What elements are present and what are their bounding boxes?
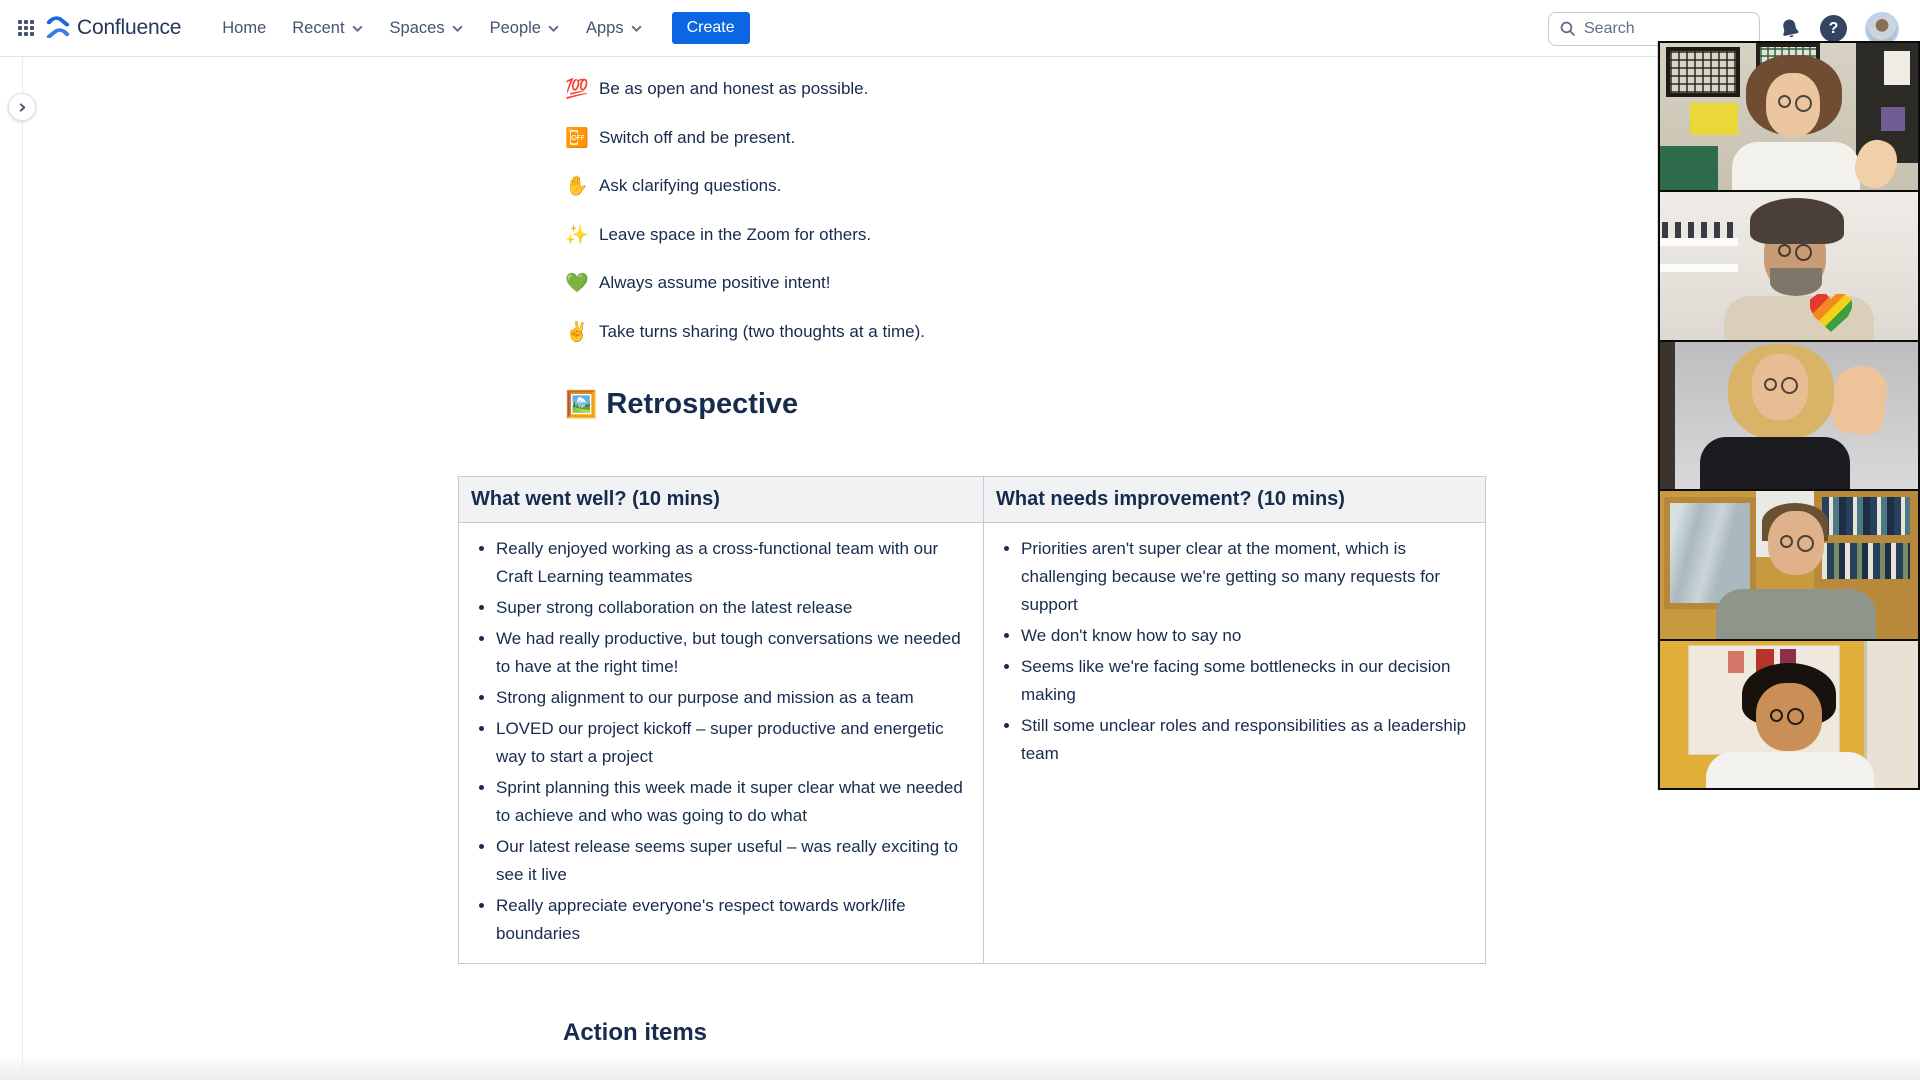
nav-item-home[interactable] <box>209 11 279 46</box>
went-well-item: • Our latest release seems super useful – was really exciting to see it live <box>496 833 971 889</box>
participant-video-1[interactable] <box>1660 43 1918 190</box>
went-well-item: • Strong alignment to our purpose and mission as a team <box>496 684 971 712</box>
nav-item-spaces[interactable] <box>377 11 477 46</box>
nav-item-recent-label: Recent <box>292 18 345 37</box>
confluence-logo-icon <box>46 14 70 43</box>
went-well-item: • Really appreciate everyone's respect towards work/life boundaries <box>496 892 971 948</box>
ground-rule-emoji: 💯 <box>565 79 589 100</box>
went-well-list <box>496 535 971 948</box>
chevron-right-icon <box>17 102 28 113</box>
needs-improvement-item: • Priorities aren't super clear at the moment, which is challenging because we're getting so many requests for support <box>1021 535 1473 619</box>
ground-rule-item <box>565 77 925 101</box>
ground-rule-emoji: ✋ <box>565 176 589 197</box>
ground-rule-item <box>565 223 925 247</box>
chevron-down-icon <box>630 22 643 35</box>
chevron-down-icon <box>351 22 364 35</box>
went-well-item: • LOVED our project kickoff – super productive and energetic way to start a project <box>496 715 971 771</box>
participant-video-2[interactable] <box>1660 190 1918 339</box>
nav-item-people-label: People <box>489 18 541 37</box>
went-well-item: • We had really productive, but tough conversations we needed to have at the right time! <box>496 625 971 681</box>
ground-rule-text: Be as open and honest as possible. <box>599 79 869 98</box>
ground-rule-emoji: 📴 <box>565 127 589 149</box>
brand-name: Confluence <box>77 16 182 39</box>
table-row <box>459 523 1486 964</box>
ground-rule-text: Switch off and be present. <box>599 127 796 147</box>
framed-picture-emoji: 🖼️ <box>565 389 598 419</box>
nav-item-recent[interactable] <box>279 11 376 46</box>
went-well-item: • Sprint planning this week made it super clear what we needed to achieve and who was going to do what <box>496 774 971 830</box>
participant-video-5[interactable] <box>1660 639 1918 788</box>
cell-needs-improvement <box>984 523 1486 964</box>
went-well-item: • Really enjoyed working as a cross-functional team with our Craft Learning teammates <box>496 535 971 591</box>
participant-video-4[interactable] <box>1660 489 1918 638</box>
needs-improvement-item: • We don't know how to say no <box>1021 622 1473 650</box>
nav-item-apps[interactable] <box>573 11 656 46</box>
needs-improvement-item: • Seems like we're facing some bottlenecks in our decision making <box>1021 653 1473 709</box>
retrospective-heading <box>565 388 798 421</box>
help-glyph: ? <box>1828 19 1839 37</box>
nav-item-home-label: Home <box>222 18 267 37</box>
retrospective-table <box>458 476 1486 964</box>
ground-rule-text: Always assume positive intent! <box>599 273 831 292</box>
ground-rule-emoji: ✨ <box>565 224 589 246</box>
chevron-down-icon <box>547 22 560 35</box>
nav-item-spaces-label: Spaces <box>389 18 445 37</box>
app-switcher-icon[interactable] <box>18 20 34 36</box>
notifications-bell-icon[interactable] <box>1776 14 1804 42</box>
chevron-down-icon <box>451 22 464 35</box>
action-items-heading: Action items <box>563 1019 708 1046</box>
help-icon[interactable] <box>1820 15 1847 42</box>
ground-rule-item <box>565 174 925 198</box>
participant-video-3[interactable] <box>1660 340 1918 489</box>
search-input[interactable] <box>1584 20 1734 38</box>
column-header-went-well: What went well? (10 mins) <box>459 477 984 523</box>
nav-item-apps-label: Apps <box>585 18 624 37</box>
needs-improvement-list <box>1021 535 1473 768</box>
ground-rule-item <box>565 320 925 344</box>
search-icon <box>1559 20 1576 37</box>
page-bottom-fade <box>0 1054 1920 1080</box>
ground-rule-item <box>565 271 925 295</box>
ground-rule-emoji: ✌️ <box>565 321 589 343</box>
confluence-logo[interactable] <box>46 14 181 43</box>
went-well-item: • Super strong collaboration on the latest release <box>496 594 971 622</box>
ground-rule-text: Take turns sharing (two thoughts at a time). <box>599 321 925 341</box>
ground-rule-text: Ask clarifying questions. <box>599 176 782 195</box>
needs-improvement-item: • Still some unclear roles and responsibilities as a leadership team <box>1021 712 1473 768</box>
create-button[interactable]: Create <box>672 12 750 44</box>
video-call-strip <box>1658 41 1920 790</box>
column-header-needs-improvement: What needs improvement? (10 mins) <box>984 477 1486 523</box>
ground-rules-list <box>565 77 925 368</box>
ground-rule-item <box>565 126 925 150</box>
cell-went-well <box>459 523 984 964</box>
nav-item-people[interactable] <box>477 11 573 46</box>
sidebar-expand-button[interactable] <box>8 93 36 121</box>
ground-rule-text: Leave space in the Zoom for others. <box>599 224 872 244</box>
nav-left-group <box>14 11 750 46</box>
sidebar-divider <box>22 57 23 1080</box>
ground-rule-emoji: 💚 <box>565 273 589 294</box>
top-navigation-bar <box>0 0 1920 57</box>
retrospective-title: Retrospective <box>606 388 799 420</box>
